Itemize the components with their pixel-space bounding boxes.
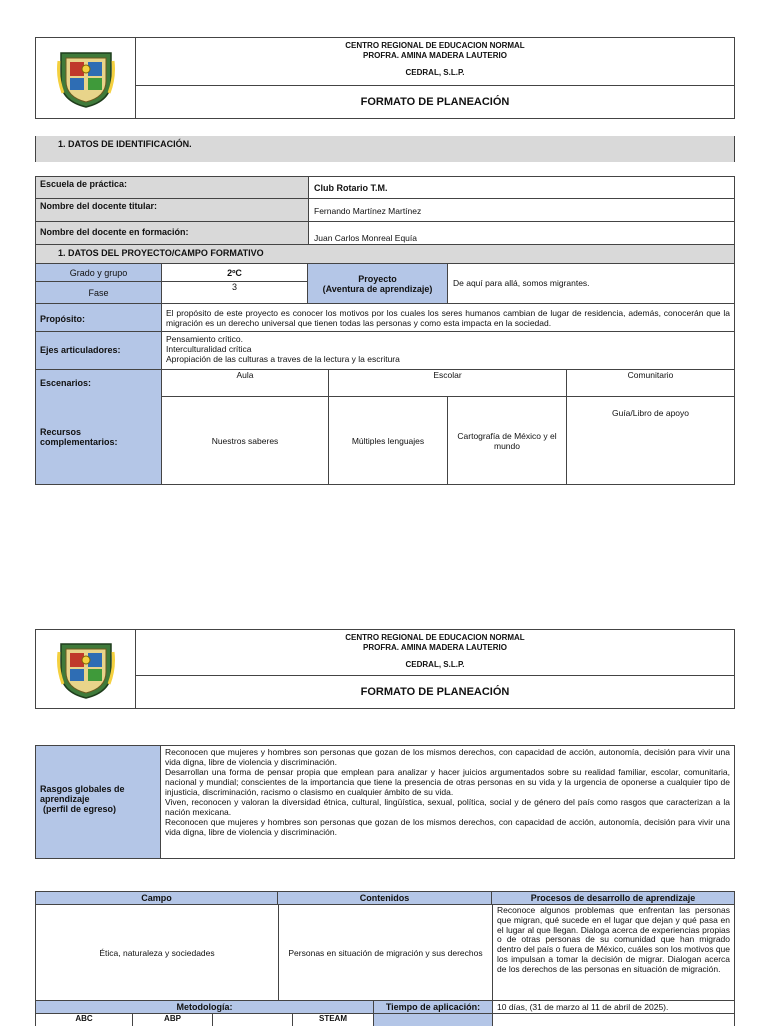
trainee-value: Juan Carlos Monreal Equía bbox=[309, 222, 735, 245]
profile-item: Desarrollan una forma de pensar propia que emplean para analizar y hacer juicios argumentados sobre su realidad familiar, escolar, comunitaria, nacional y mundial; conscientes de la importancia que tiene la presencia de otras personas en su vida y la urgencia de oponerse a cualquier tipo de injusticia, discriminación, racismo o clasismo en cualquier ámbito de su vida. bbox=[165, 767, 730, 797]
profile-label: (perfil de egreso) bbox=[43, 804, 117, 814]
grade-label: Grado y grupo bbox=[35, 264, 161, 282]
identification-table bbox=[35, 176, 735, 245]
axes-label: Ejes articuladores: bbox=[35, 332, 161, 370]
school-crest-icon bbox=[57, 47, 115, 109]
profile-table bbox=[35, 745, 735, 859]
resource-item: Múltiples lenguajes bbox=[328, 397, 447, 485]
institution-name: CENTRO REGIONAL DE EDUCACION NORMAL bbox=[345, 633, 525, 642]
metodologia-label: Metodología: bbox=[35, 1001, 373, 1014]
school-crest-icon bbox=[57, 638, 115, 700]
school-label: Escuela de práctica: bbox=[35, 176, 309, 199]
resources-sublabel: complementarios: bbox=[40, 437, 118, 447]
director-name: PROFRA. AMINA MADERA LAUTERIO bbox=[363, 51, 507, 60]
tiempo-filler bbox=[492, 1014, 735, 1026]
project-table bbox=[35, 245, 735, 485]
grade-value: 2ºC bbox=[161, 264, 307, 282]
profile-item: Viven, reconocen y valoran la diversidad étnica, cultural, lingüística, sexual, política, social y de género del país como rasgos que caracterizan a la nación mexicana. bbox=[165, 797, 730, 817]
section-title: 1. DATOS DE IDENTIFICACIÓN. bbox=[58, 139, 192, 149]
method-empty bbox=[212, 1014, 292, 1026]
profile-label: aprendizaje bbox=[40, 794, 90, 804]
scenario-aula: Aula bbox=[161, 370, 328, 397]
axis-item: Pensamiento crítico. bbox=[166, 334, 244, 344]
purpose-value: El propósito de este proyecto es conocer los motivos por los cuales los seres humanos cambian de lugar de residencia, además, conocerán que la migración es un derecho universal que tienen todas las personas y como esta impacta en la sociedad. bbox=[161, 304, 735, 332]
method-abc: ABC bbox=[35, 1014, 132, 1026]
director-name: PROFRA. AMINA MADERA LAUTERIO bbox=[363, 643, 507, 652]
trainee-label: Nombre del docente en formación: bbox=[35, 222, 309, 245]
axis-item: Apropiación de las culturas a traves de la lectura y la escritura bbox=[166, 354, 400, 364]
profile-item: Reconocen que mujeres y hombres son personas que gozan de los mismos derechos, con capacidad de acción, autonomía, decisión para vivir una vida digna, libre de violencia y discriminación. bbox=[165, 817, 730, 837]
resource-item: Guía/Libro de apoyo bbox=[566, 397, 735, 485]
resources-label-cell bbox=[35, 397, 161, 485]
campo-header: Campo bbox=[35, 891, 278, 905]
project-section-title: 1. DATOS DEL PROYECTO/CAMPO FORMATIVO bbox=[35, 245, 735, 264]
section-identification bbox=[35, 136, 735, 162]
profile-item: Reconocen que mujeres y hombres son personas que gozan de los mismos derechos, con capacidad de acción, autonomía, decisión para vivir una vida digna, libre de violencia y discriminación. bbox=[165, 747, 730, 767]
phase-label: Fase bbox=[35, 282, 161, 304]
resource-item: Nuestros saberes bbox=[161, 397, 328, 485]
tiempo-value: 10 días, (31 de marzo al 11 de abril de 2025). bbox=[492, 1001, 735, 1014]
purpose-label: Propósito: bbox=[35, 304, 161, 332]
profile-label-cell bbox=[35, 745, 161, 859]
page2-header bbox=[35, 629, 735, 709]
resources-label: Recursos bbox=[40, 427, 82, 437]
contenidos-value: Personas en situación de migración y sus derechos bbox=[278, 905, 492, 1001]
project-value: De aquí para allá, somos migrantes. bbox=[447, 264, 735, 304]
resource-item: Cartografía de México y el mundo bbox=[447, 397, 566, 485]
city-name: CEDRAL, S.L.P. bbox=[405, 660, 465, 669]
project-label-cell bbox=[307, 264, 447, 304]
profile-list bbox=[161, 745, 735, 859]
logo-cell bbox=[36, 630, 136, 708]
method-steam: STEAM bbox=[292, 1014, 373, 1026]
contenidos-header: Contenidos bbox=[278, 891, 492, 905]
method-abp: ABP bbox=[132, 1014, 212, 1026]
axis-item: Interculturalidad crítica bbox=[166, 344, 252, 354]
project-label: Proyecto bbox=[358, 273, 397, 284]
campo-table bbox=[35, 891, 735, 1024]
document-title: FORMATO DE PLANEACIÓN bbox=[360, 686, 510, 698]
campo-value: Ética, naturaleza y sociedades bbox=[35, 905, 278, 1001]
city-name: CEDRAL, S.L.P. bbox=[405, 68, 465, 77]
procesos-value: Reconoce algunos problemas que enfrentan las personas que migran, qué sucede en el lugar que dejan y qué pasa en el lugar al que llegan. Dialoga acerca de experiencias propias o de otras personas de su comunidad que han migrado dentro del país o fuera de México, cuáles son los motivos que los impulsan a tomar la decisión de migrar. Dialogan acerca de los derechos de las personas en situación de migración. bbox=[492, 905, 735, 1001]
page1-header bbox=[35, 37, 735, 119]
document-title: FORMATO DE PLANEACIÓN bbox=[360, 96, 510, 108]
axes-list bbox=[161, 332, 735, 370]
profile-label: Rasgos globales de bbox=[40, 784, 125, 794]
institution-name: CENTRO REGIONAL DE EDUCACION NORMAL bbox=[345, 41, 525, 50]
procesos-header: Procesos de desarrollo de aprendizaje bbox=[492, 891, 735, 905]
tiempo-label: Tiempo de aplicación: bbox=[373, 1001, 492, 1014]
teacher-value: Fernando Martínez Martínez bbox=[309, 199, 735, 222]
scenarios-label: Escenarios: bbox=[35, 370, 161, 397]
tiempo-filler bbox=[373, 1014, 492, 1026]
scenario-comunitario: Comunitario bbox=[566, 370, 735, 397]
school-value: Club Rotario T.M. bbox=[309, 176, 735, 199]
scenario-escolar: Escolar bbox=[328, 370, 566, 397]
teacher-label: Nombre del docente titular: bbox=[35, 199, 309, 222]
logo-cell bbox=[36, 38, 136, 118]
phase-value: 3 bbox=[161, 282, 307, 304]
project-sublabel: (Aventura de aprendizaje) bbox=[322, 283, 433, 294]
